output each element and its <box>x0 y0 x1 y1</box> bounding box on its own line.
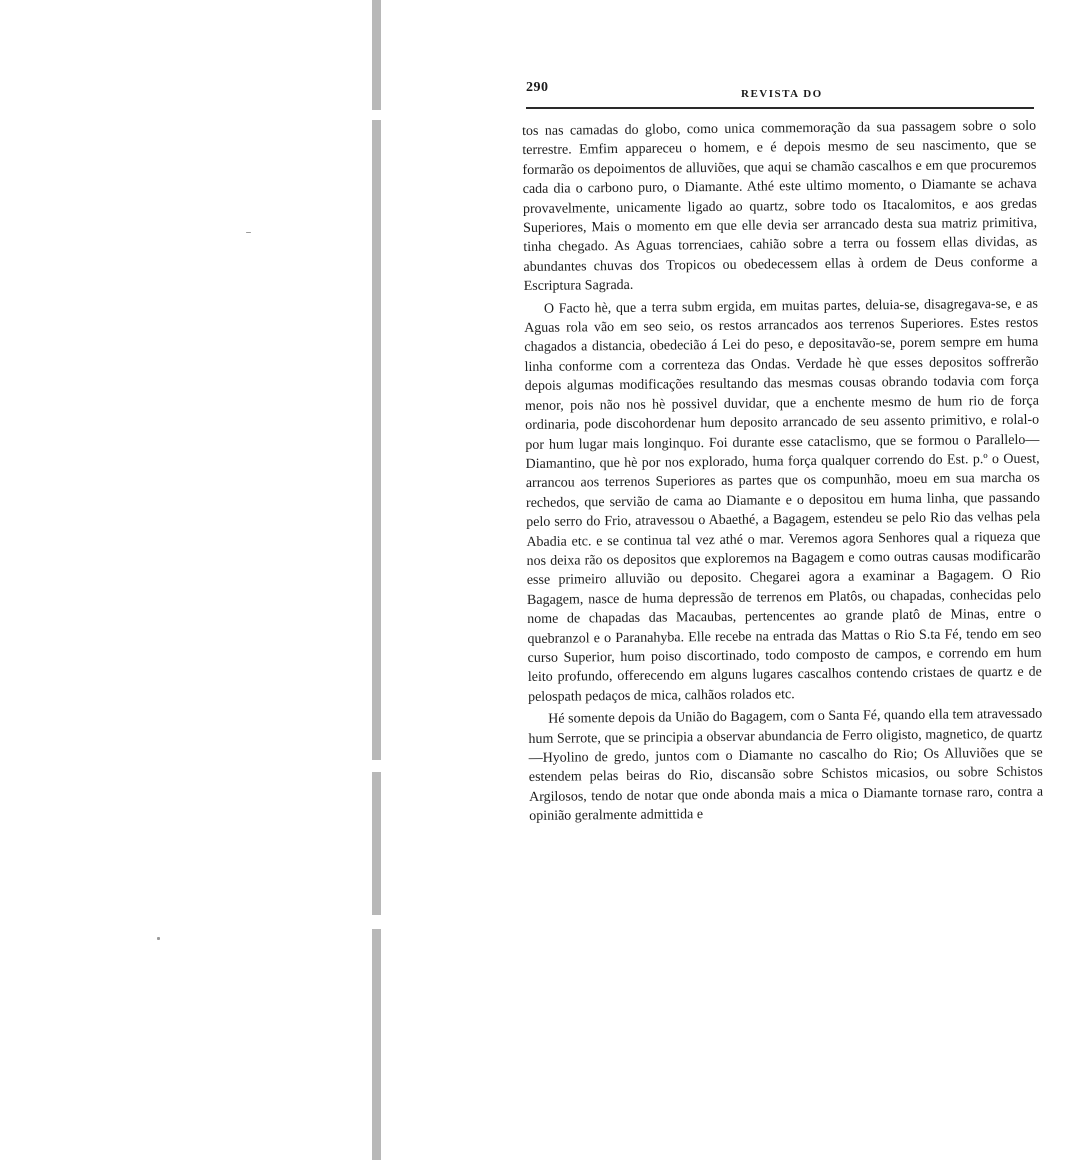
running-head: REVISTA DO <box>741 88 823 100</box>
paragraph: O Facto hè, que a terra subm ergida, em muitas partes, deluia-se, disagregava-se, e as Aguas rola vão em seo seio, os restos arrancados aos terrenos Superiores. Estes restos chagados a distancia, obedecião á Lei do peso, e depositavão-se, porem sempre em huma linha conforme com a correnteza das Ondas. Verdade hè que esses depositos soffrerão depois algumas modificações resultando das mesmas cousas obrando todavia com força menor, pois não nos hè possivel duvidar, que a enchente mesmo de hum rio de força ordinaria, pode discohordenar hum deposito arrancado de seu assento primitivo, e rolal-o por hum lugar mais longinquo. Foi durante esse cataclismo, que se formou o Parallelo—Diamantino, que hè por nos explorado, huma força qualquer correndo do Est. p.º o Ouest, arrancou aos terrenos Superiores as partes que os compunhão, moeu em sua marcha os rechedos, que servião de cama ao Diamante e o depositou em huma linha, que passando pelo serro do Frio, atravessou o Abaethé, a Bagagem, estendeu se pelo Rio das velhas pela Abadia etc. e se continua tal vez athé o mar. Veremos agora Senhores qual a riqueza que nos deixa rão os depositos que exploremos na Bagagem e como outras causas modificarão esse primeiro alluvião ou deposito. Chegarei agora a examinar a Bagagem. O Rio Bagagem, nasce de huma depressão de terrenos em Platôs, ou chapadas, conhecidas pelo nome de chapadas das Macaubas, pertencentes ao grande platô de Minas, entre o quebranzol e o Paranahyba. Elle recebe na entrada das Mattas o Rio S.ta Fé, tendo em seo curso Superior, hum poiso discortinado, todo composto de campos, e correndo em hum leito profundo, offerecendo em alguns lugares cascalhos contendo cristaes de quartz e de pelospath pedaços de mica, calhãos rolados etc. <box>524 296 1042 705</box>
paragraph: tos nas camadas do globo, como unica commemoração da sua passagem sobre o solo terrestre. Emfim appareceu o homem, e é depois mesmo de seu nascimento, que se formarão os depoimentos de alluviões, que aqui se chamão cascalhos e em que procuremos cada dia o carbono puro, o Diamante. Athé este ultimo momento, o Diamante se achava provavelmente, unicamente ligado ao quartz, sobre todo os Itacalomitos, e aos gredas Superiores, Mais o momento em que elle devia ser arrancado desta sua matriz primitiva, tinha chegado. As Aguas torrenciaes, cahião sobre a terra ou fossem ellas dividas, as abundantes chuvas dos Tropicos ou obedecessem ellas à ordem de Deus conforme a Escriptura Sagrada. <box>522 118 1038 295</box>
paragraph: Hé somente depois da União do Bagagem, com o Santa Fé, quando ella tem atravessado hum Serrote, que se principia a observar abundancia de Ferro oligisto, magnetico, de quartz—Hyolino de gredo, juntos com o Diamante no cascalho do Rio; Os Alluviões que se estendem pelas beiras do Rio, discansão sobre Schistos micasios, ou sobre Schistos Argilosos, tendo de notar que onde abonda mais a mica o Diamante tornase raro, contra a opinião geralmente admittida e <box>528 706 1044 825</box>
binding-gap <box>372 760 381 772</box>
page-binding-edge <box>372 0 381 1160</box>
page-header <box>526 80 1036 104</box>
binding-gap <box>372 110 381 120</box>
body-text <box>522 117 1043 830</box>
header-rule <box>526 107 1034 109</box>
page-number: 290 <box>526 80 549 95</box>
binding-gap <box>372 915 381 929</box>
scan-speck <box>246 232 251 233</box>
scan-speck <box>157 937 160 940</box>
